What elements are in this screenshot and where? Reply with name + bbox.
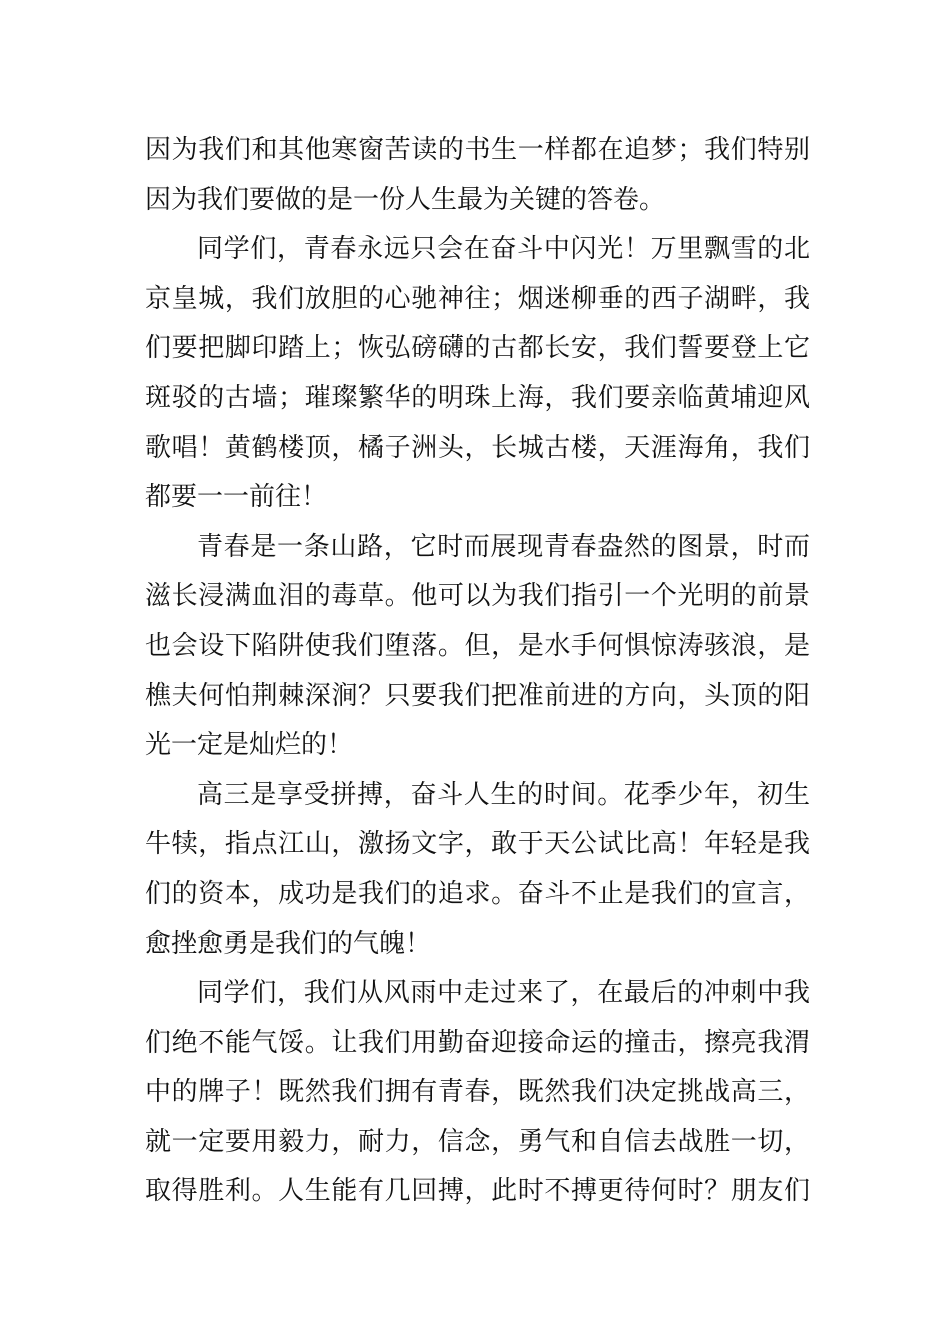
document-body <box>145 126 810 1217</box>
text-line: 们的资本，成功是我们的追求。奋斗不止是我们的宣言， <box>145 878 810 909</box>
text-line: 青春是一条山路，它时而展现青春盎然的图景，时而 <box>197 531 810 562</box>
text-line: 因为我们和其他寒窗苦读的书生一样都在追梦；我们特别 <box>145 135 810 165</box>
text-line: 就一定要用毅力，耐力，信念，勇气和自信去战胜一切， <box>145 1126 810 1157</box>
text-line: 京皇城，我们放胆的心驰神往；烟迷柳垂的西子湖畔，我 <box>145 283 810 314</box>
text-line: 牛犊，指点江山，激扬文字，敢于天公试比高！年轻是我 <box>145 829 810 860</box>
text-line: 高三是享受拼搏，奋斗人生的时间。花季少年，初生 <box>197 779 810 810</box>
text-line: 歌唱！黄鹤楼顶，橘子洲头，长城古楼，天涯海角，我们 <box>145 432 810 463</box>
text-line: 们要把脚印踏上；恢弘磅礴的古都长安，我们誓要登上它 <box>145 333 810 364</box>
text-line: 樵夫何怕荆棘深涧？只要我们把准前进的方向，头顶的阳 <box>145 680 810 711</box>
text-line: 们绝不能气馁。让我们用勤奋迎接命运的撞击，擦亮我渭 <box>145 1027 810 1058</box>
text-line: 都要一一前往！ <box>145 482 328 513</box>
text-line: 光一定是灿烂的！ <box>145 730 354 761</box>
text-line: 愈挫愈勇是我们的气魄！ <box>145 928 432 959</box>
text-line: 斑驳的古墙；璀璨繁华的明珠上海，我们要亲临黄埔迎风 <box>145 382 810 413</box>
text-line: 滋长浸满血泪的毒草。他可以为我们指引一个光明的前景 <box>145 581 810 612</box>
text-line: 同学们，青春永远只会在奋斗中闪光！万里飘雪的北 <box>197 234 810 265</box>
text-line: 因为我们要做的是一份人生最为关键的答卷。 <box>145 184 666 215</box>
text-line: 也会设下陷阱使我们堕落。但，是水手何惧惊涛骇浪，是 <box>145 630 810 661</box>
text-line: 取得胜利。人生能有几回搏，此时不搏更待何时？朋友们 <box>145 1176 810 1207</box>
text-line: 中的牌子！既然我们拥有青春，既然我们决定挑战高三， <box>145 1077 810 1108</box>
text-line: 同学们，我们从风雨中走过来了，在最后的冲刺中我 <box>197 978 810 1009</box>
